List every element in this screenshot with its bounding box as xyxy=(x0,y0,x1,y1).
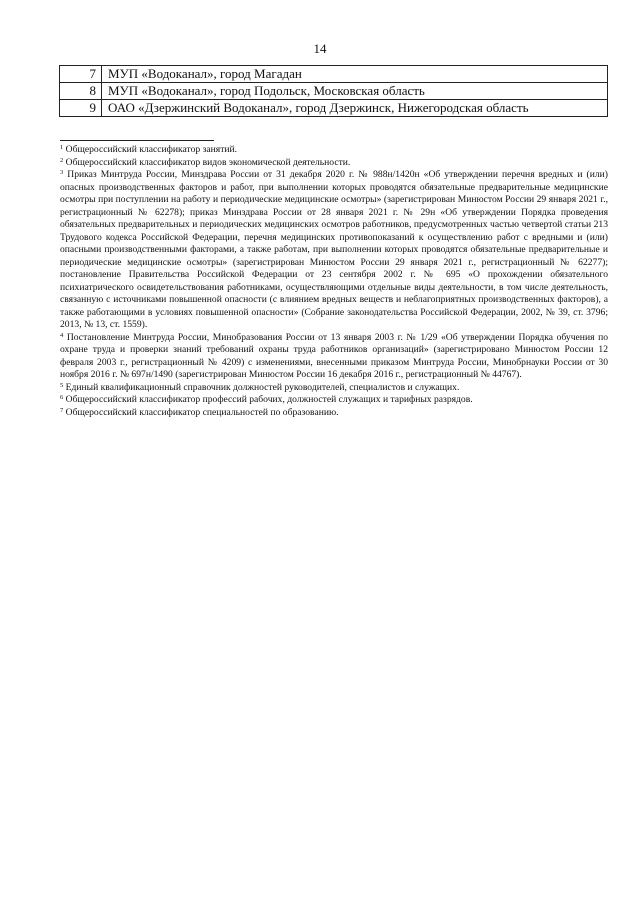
organization-name: МУП «Водоканал», город Подольск, Московская область xyxy=(102,83,608,100)
footnotes-section xyxy=(60,144,608,419)
footnote-mark: 1 xyxy=(60,144,64,151)
footnote-mark: 7 xyxy=(60,406,64,414)
footnote xyxy=(60,382,608,395)
footnote-text: Единый квалификационный справочник должностей руководителей, специалистов и служащих. xyxy=(65,381,460,393)
organization-name: МУП «Водоканал», город Магадан xyxy=(102,66,608,83)
footnote xyxy=(60,394,608,407)
footnote xyxy=(60,332,608,382)
table-row xyxy=(60,66,608,83)
row-number: 7 xyxy=(60,66,102,83)
footnote xyxy=(60,169,608,332)
footnote-text: Общероссийский классификатор профессий рабочих, должностей служащих и тарифных разрядов. xyxy=(65,394,473,405)
footnote xyxy=(60,407,608,420)
organization-table xyxy=(59,65,608,117)
footnote-mark: 5 xyxy=(60,381,64,389)
footnote-text: Общероссийский классификатор специальностей по образованию. xyxy=(65,406,339,418)
footnote xyxy=(60,144,608,157)
footnote-mark: 3 xyxy=(60,169,64,176)
footnote-text: Постановление Минтруда России, Минобразования России от 13 января 2003 г. № 1/29 «Об утверждении Порядка обучения по охране труда и проверки знаний требований охраны труда работников организаций» (зарегистрировано Минюстом России 12 февраля 2003 г., регистрационный № 4209) с изменениями, внесенными приказом Минтруда России, Минобрнауки России от 30 ноября 2016 г. № 697н/1490 (зарегистрирован Минюстом России 16 декабря 2016 г., регистрационный № 44767). xyxy=(60,331,609,380)
footnote-mark: 6 xyxy=(60,394,64,401)
footnote-mark: 4 xyxy=(60,331,64,339)
footnote-separator xyxy=(60,140,214,141)
page-number: 14 xyxy=(313,41,327,56)
footnote-text: Общероссийский классификатор видов экономической деятельности. xyxy=(65,156,351,168)
footnote-text: Общероссийский классификатор занятий. xyxy=(65,144,238,155)
row-number: 8 xyxy=(60,83,102,100)
row-number: 9 xyxy=(60,100,102,117)
table-row xyxy=(60,83,608,100)
table-row xyxy=(60,100,608,117)
footnote xyxy=(60,157,608,170)
footnote-mark: 2 xyxy=(60,156,64,164)
organization-name: ОАО «Дзержинский Водоканал», город Дзержинск, Нижегородская область xyxy=(102,100,608,117)
footnote-text: Приказ Минтруда России, Минздрава России от 31 декабря 2020 г. № 988н/1420н «Об утверждении перечня вредных и (или) опасных производственных факторов и работ, при выполнении которых проводятся обязательные предварительные медицинские осмотры при поступлении на работу и периодические медицинские осмотры» (зарегистрирован Минюстом России 29 января 2021 г., регистрационный № 62278); приказ Минздрава России от 28 января 2021 г. № 29н «Об утверждении Порядка проведения обязательных предварительных и периодических медицинских осмотров работников, предусмотренных частью четвертой статьи 213 Трудового кодекса Российской Федерации, перечня медицинских противопоказаний к осуществлению работ с вредными и (или) опасными производственными факторами, а также работам, при выполнении которых проводятся обязательные предварительные и периодические медицинские осмотры» (зарегистрирован Минюстом России 29 января 2021 г., регистрационный № 62277); постановление Правительства Российской Федерации от 23 сентября 2002 г. № 695 «О прохождении обязательного психиатрического освидетельствования работниками, осуществляющими отдельные виды деятельности, в том числе деятельность, связанную с источниками повышенной опасности (с влиянием вредных веществ и неблагоприятных производственных факторов), а также работающими в условиях повышенной опасности» (Собрание законодательства Российской Федерации, 2002, № 39, ст. 3796; 2013, № 13, ст. 1559). xyxy=(60,169,608,330)
